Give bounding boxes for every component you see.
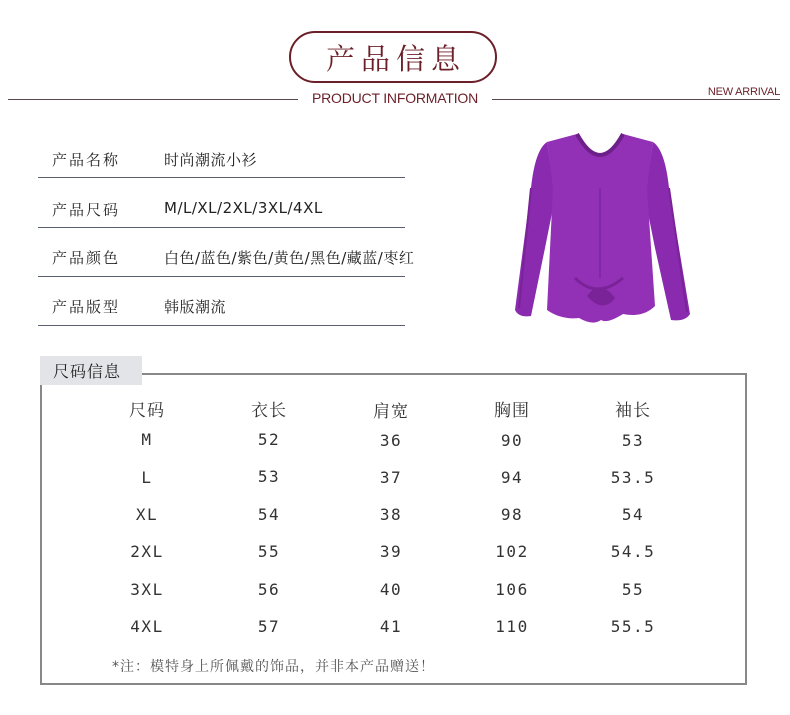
page-subtitle: PRODUCT INFORMATION — [311, 90, 478, 106]
table-cell: 55 — [621, 580, 645, 599]
column-header: 衣长 — [251, 401, 287, 421]
size-table-note: *注：模特身上所佩戴的饰品，并非本产品赠送！ — [112, 659, 435, 675]
column-header: 袖长 — [615, 401, 651, 421]
info-divider — [38, 177, 405, 178]
table-cell: 53 — [257, 467, 281, 486]
info-value-name: 时尚潮流小衫 — [164, 151, 258, 169]
table-cell: 53 — [621, 431, 645, 450]
info-divider — [38, 276, 405, 277]
info-value-color: 白色/蓝色/紫色/黄色/黑色/藏蓝/枣红 — [164, 249, 415, 267]
table-cell: 54.5 — [610, 542, 656, 561]
table-cell: 3XL — [130, 580, 164, 599]
info-value-size: M/L/XL/2XL/3XL/4XL — [164, 199, 323, 217]
table-cell: 2XL — [130, 542, 164, 561]
table-cell: XL — [135, 505, 159, 524]
new-arrival-badge: NEW ARRIVAL — [707, 86, 780, 98]
header-rule-left — [8, 99, 298, 100]
size-table-tab: 尺码信息 — [40, 356, 142, 385]
page-title: 产品信息 — [289, 31, 497, 83]
table-cell: 110 — [495, 617, 529, 636]
table-cell: 56 — [257, 580, 281, 599]
table-cell: 55 — [257, 542, 281, 561]
table-cell: 38 — [379, 505, 403, 524]
table-cell: 37 — [379, 468, 403, 487]
info-label-color: 产品颜色 — [52, 249, 121, 267]
table-cell: 53.5 — [610, 468, 656, 487]
table-cell: 4XL — [130, 617, 164, 636]
column-header: 胸围 — [494, 401, 530, 421]
product-image-sweater — [505, 128, 695, 328]
table-cell: 39 — [379, 542, 403, 561]
table-cell: 106 — [495, 580, 529, 599]
table-cell: 102 — [495, 542, 529, 561]
info-label-name: 产品名称 — [52, 151, 121, 169]
table-cell: 41 — [379, 617, 403, 636]
table-cell: 55.5 — [610, 617, 656, 636]
table-cell: 52 — [257, 430, 281, 449]
table-cell: 98 — [500, 505, 524, 524]
column-header: 肩宽 — [373, 402, 409, 422]
table-cell: M — [141, 430, 153, 449]
table-cell: 94 — [500, 468, 524, 487]
info-label-size: 产品尺码 — [52, 201, 121, 219]
table-cell: 36 — [379, 431, 403, 450]
table-cell: 54 — [257, 505, 281, 524]
info-value-fit: 韩版潮流 — [164, 298, 227, 316]
table-cell: L — [141, 468, 153, 487]
info-label-fit: 产品版型 — [52, 298, 121, 316]
table-cell: 40 — [379, 580, 403, 599]
table-cell: 54 — [621, 505, 645, 524]
info-divider — [38, 227, 405, 228]
column-header: 尺码 — [129, 401, 165, 421]
info-divider — [38, 325, 405, 326]
header-rule-right — [492, 99, 780, 100]
table-cell: 57 — [257, 617, 281, 636]
table-cell: 90 — [500, 431, 524, 450]
